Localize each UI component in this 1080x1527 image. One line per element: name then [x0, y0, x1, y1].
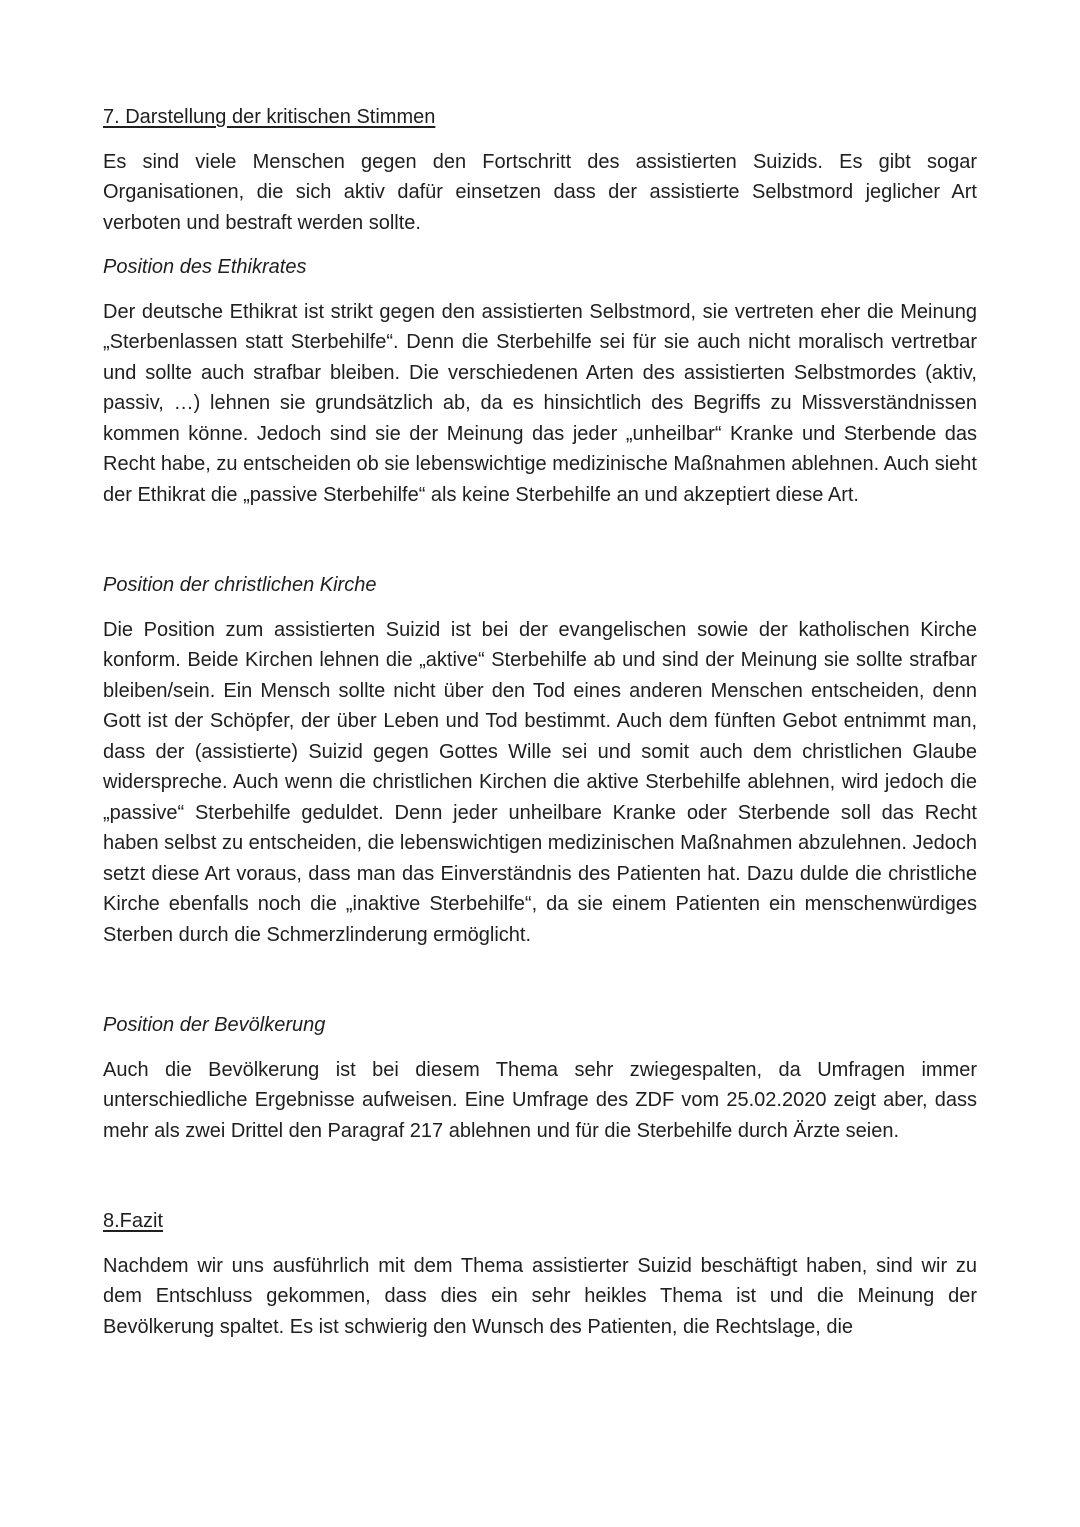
section-7-heading: 7. Darstellung der kritischen Stimmen [103, 106, 436, 128]
section-8-heading: 8.Fazit [103, 1210, 164, 1232]
section-7-intro: Es sind viele Menschen gegen den Fortschritt des assistierten Suizids. Es gibt sogar Organisationen, die sich aktiv dafür einsetzen dass der assistierte Selbstmord jeglicher Art verboten und bestraft werden sollte. [103, 150, 977, 234]
bevoelkerung-text: Auch die Bevölkerung ist bei diesem Thema sehr zwiegespalten, da Umfragen immer unterschiedliche Ergebnisse aufweisen. Eine Umfrage des ZDF vom 25.02.2020 zeigt aber, dass mehr als zwei Drittel den Paragraf 217 ablehnen und für die Sterbehilfe durch Ärzte seien. [103, 1058, 977, 1142]
ethikrat-title: Position des Ethikrates [103, 256, 307, 278]
fazit-text: Nachdem wir uns ausführlich mit dem Thema assistierter Suizid beschäftigt haben, sind wir zu dem Entschluss gekommen, dass dies ein sehr heikles Thema ist und die Meinung der Bevölkerung spaltet. Es ist schwierig den Wunsch des Patienten, die Rechtslage, die [103, 1254, 977, 1338]
kirche-text: Die Position zum assistierten Suizid ist bei der evangelischen sowie der katholischen Kirche konform. Beide Kirchen lehnen die „aktive“ Sterbehilfe ab und sind der Meinung sie sollte strafbar bleiben/sein. Ein Mensch sollte nicht über den Tod eines anderen Menschen entscheiden, denn Gott ist der Schöpfer, der über Leben und Tod bestimmt. Auch dem fünften Gebot entnimmt man, dass der (assistierte) Suizid gegen Gottes Wille sei und somit auch dem christlichen Glaube widerspreche. Auch wenn die christlichen Kirchen die aktive Sterbehilfe ablehnen, wird jedoch die „passive“ Sterbehilfe geduldet. Denn jeder unheilbare Kranke oder Sterbende soll das Recht haben selbst zu entscheiden, die lebenswichtigen medizinischen Maßnahmen abzulehnen. Jedoch setzt diese Art voraus, dass man das Einverständnis des Patienten hat. Dazu dulde die christliche Kirche ebenfalls noch die „inaktive Sterbehilfe“, da sie einem Patienten ein menschenwürdiges Sterben durch die Schmerzlinderung ermöglicht. [103, 618, 977, 946]
kirche-title: Position der christlichen Kirche [103, 574, 377, 596]
ethikrat-text: Der deutsche Ethikrat ist strikt gegen den assistierten Selbstmord, sie vertreten eher die Meinung „Sterbenlassen statt Sterbehilfe“. Denn die Sterbehilfe sei für sie auch nicht moralisch vertretbar und sollte auch strafbar bleiben. Die verschiedenen Arten des assistierten Selbstmordes (aktiv, passiv, …) lehnen sie grundsätzlich ab, da es hinsichtlich des Begriffs zu Missverständnissen kommen könne. Jedoch sind sie der Meinung das jeder „unheilbar“ Kranke und Sterbende das Recht habe, zu entscheiden ob sie lebenswichtige medizinische Maßnahmen ablehnen. Auch sieht der Ethikrat die „passive Sterbehilfe“ als keine Sterbehilfe an und akzeptiert diese Art. [103, 300, 977, 506]
bevoelkerung-title: Position der Bevölkerung [103, 1014, 326, 1036]
document-page [103, 102, 977, 1342]
